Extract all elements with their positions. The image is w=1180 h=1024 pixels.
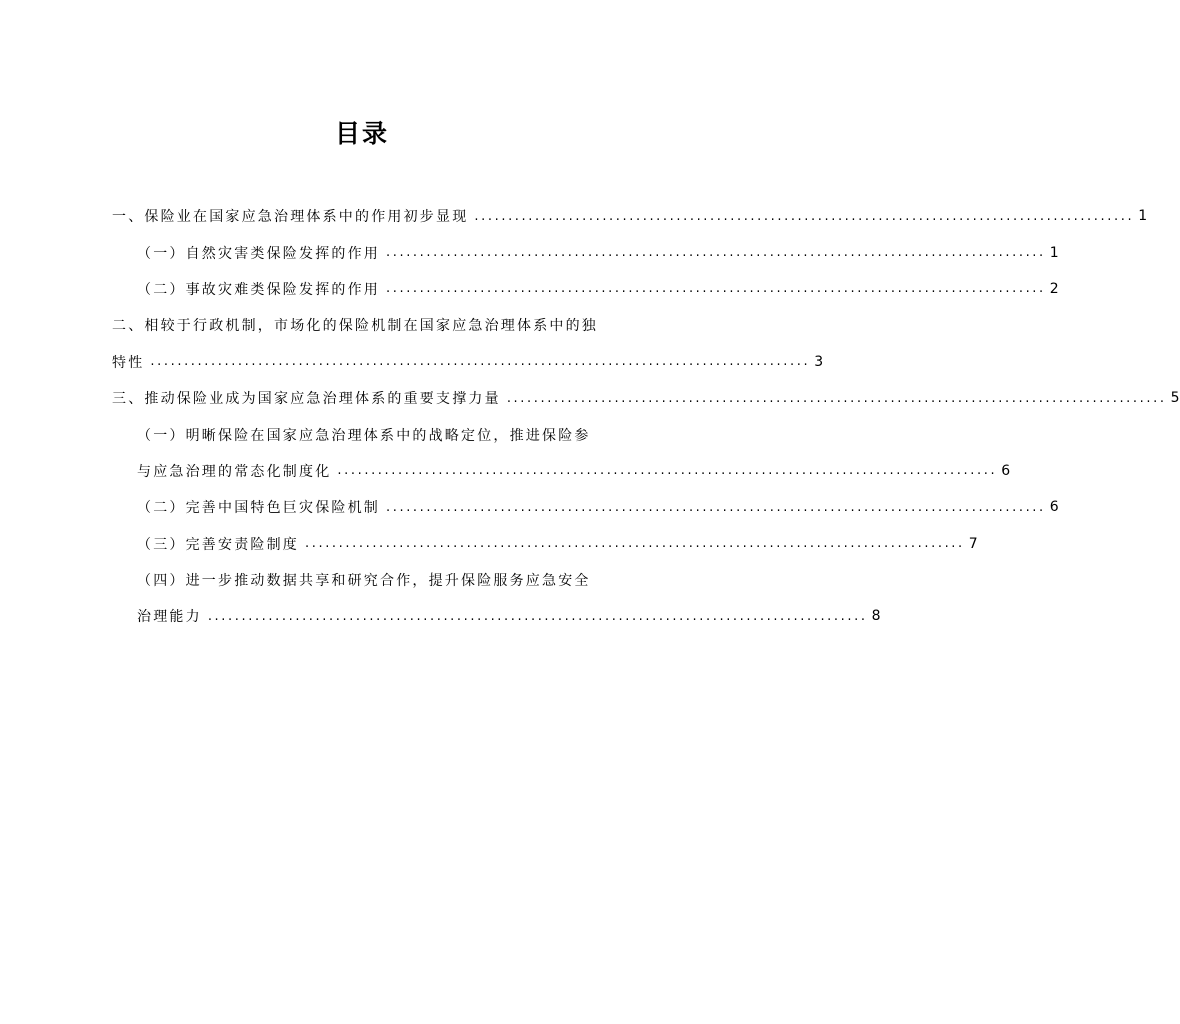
toc-entry-text: （二）完善中国特色巨灾保险机制 bbox=[137, 500, 380, 517]
toc-page-number: 5 bbox=[1170, 390, 1180, 407]
toc-entry-text: 一、保险业在国家应急治理体系中的作用初步显现 bbox=[112, 209, 469, 226]
toc-entry-text: 与应急治理的常态化制度化 bbox=[137, 463, 332, 480]
toc-entry-2-cont[interactable] bbox=[112, 344, 824, 380]
toc-entry-3-4-cont[interactable] bbox=[112, 598, 881, 634]
toc-page-number: 3 bbox=[814, 353, 824, 370]
toc-entry-3-1-cont[interactable] bbox=[112, 453, 1011, 489]
toc-entry-1-1[interactable] bbox=[112, 234, 1059, 270]
toc-entry-text: （二）事故灾难类保险发挥的作用 bbox=[137, 281, 380, 298]
toc-leader-dots: .................................................................................................. bbox=[386, 245, 1046, 261]
toc-entry-text: 特性 bbox=[112, 354, 145, 371]
toc-leader-dots: .................................................................................................. bbox=[150, 354, 811, 370]
toc-entry-2[interactable] bbox=[112, 307, 615, 343]
toc-page-number: 6 bbox=[1001, 462, 1011, 479]
toc-leader-dots: .................................................................................................. bbox=[386, 499, 1046, 515]
toc-entry-3-4[interactable] bbox=[112, 562, 615, 598]
toc-page-number: 8 bbox=[871, 608, 881, 625]
toc-entry-3-2[interactable] bbox=[112, 489, 1059, 525]
toc-entry-3-3[interactable] bbox=[112, 526, 978, 562]
toc-entry-text: （一）自然灾害类保险发挥的作用 bbox=[137, 245, 380, 262]
toc-leader-dots: .................................................................................................. bbox=[337, 463, 998, 479]
toc-entry-1[interactable] bbox=[112, 198, 1148, 234]
toc-leader-dots: .................................................................................................. bbox=[386, 281, 1046, 297]
toc-leader-dots: .................................................................................................. bbox=[506, 390, 1167, 406]
toc-leader-dots: .................................................................................................. bbox=[207, 608, 868, 624]
toc-entry-3-1[interactable] bbox=[112, 416, 615, 452]
toc-entry-1-2[interactable] bbox=[112, 271, 1059, 307]
toc-leader-dots: .................................................................................................. bbox=[474, 208, 1135, 224]
toc-entry-text: （三）完善安责险制度 bbox=[137, 536, 299, 553]
toc-page-number: 7 bbox=[968, 535, 978, 552]
toc-leader-dots: .................................................................................................. bbox=[305, 536, 965, 552]
toc-entry-text: （四）进一步推动数据共享和研究合作，提升保险服务应急安全 bbox=[137, 573, 591, 590]
toc-page-number: 1 bbox=[1049, 244, 1059, 261]
toc-page-number: 1 bbox=[1138, 208, 1148, 225]
toc-entry-text: 二、相较于行政机制，市场化的保险机制在国家应急治理体系中的独 bbox=[112, 318, 598, 335]
toc-page-number: 6 bbox=[1049, 499, 1059, 516]
toc-entry-text: 三、推动保险业成为国家应急治理体系的重要支撑力量 bbox=[112, 391, 501, 408]
page-title: 目录 bbox=[334, 119, 389, 148]
toc-entry-text: （一）明晰保险在国家应急治理体系中的战略定位，推进保险参 bbox=[137, 427, 591, 444]
table-of-contents bbox=[112, 198, 1180, 635]
toc-page-number: 2 bbox=[1049, 280, 1059, 297]
toc-entry-3[interactable] bbox=[112, 380, 1180, 416]
toc-entry-text: 治理能力 bbox=[137, 609, 202, 626]
